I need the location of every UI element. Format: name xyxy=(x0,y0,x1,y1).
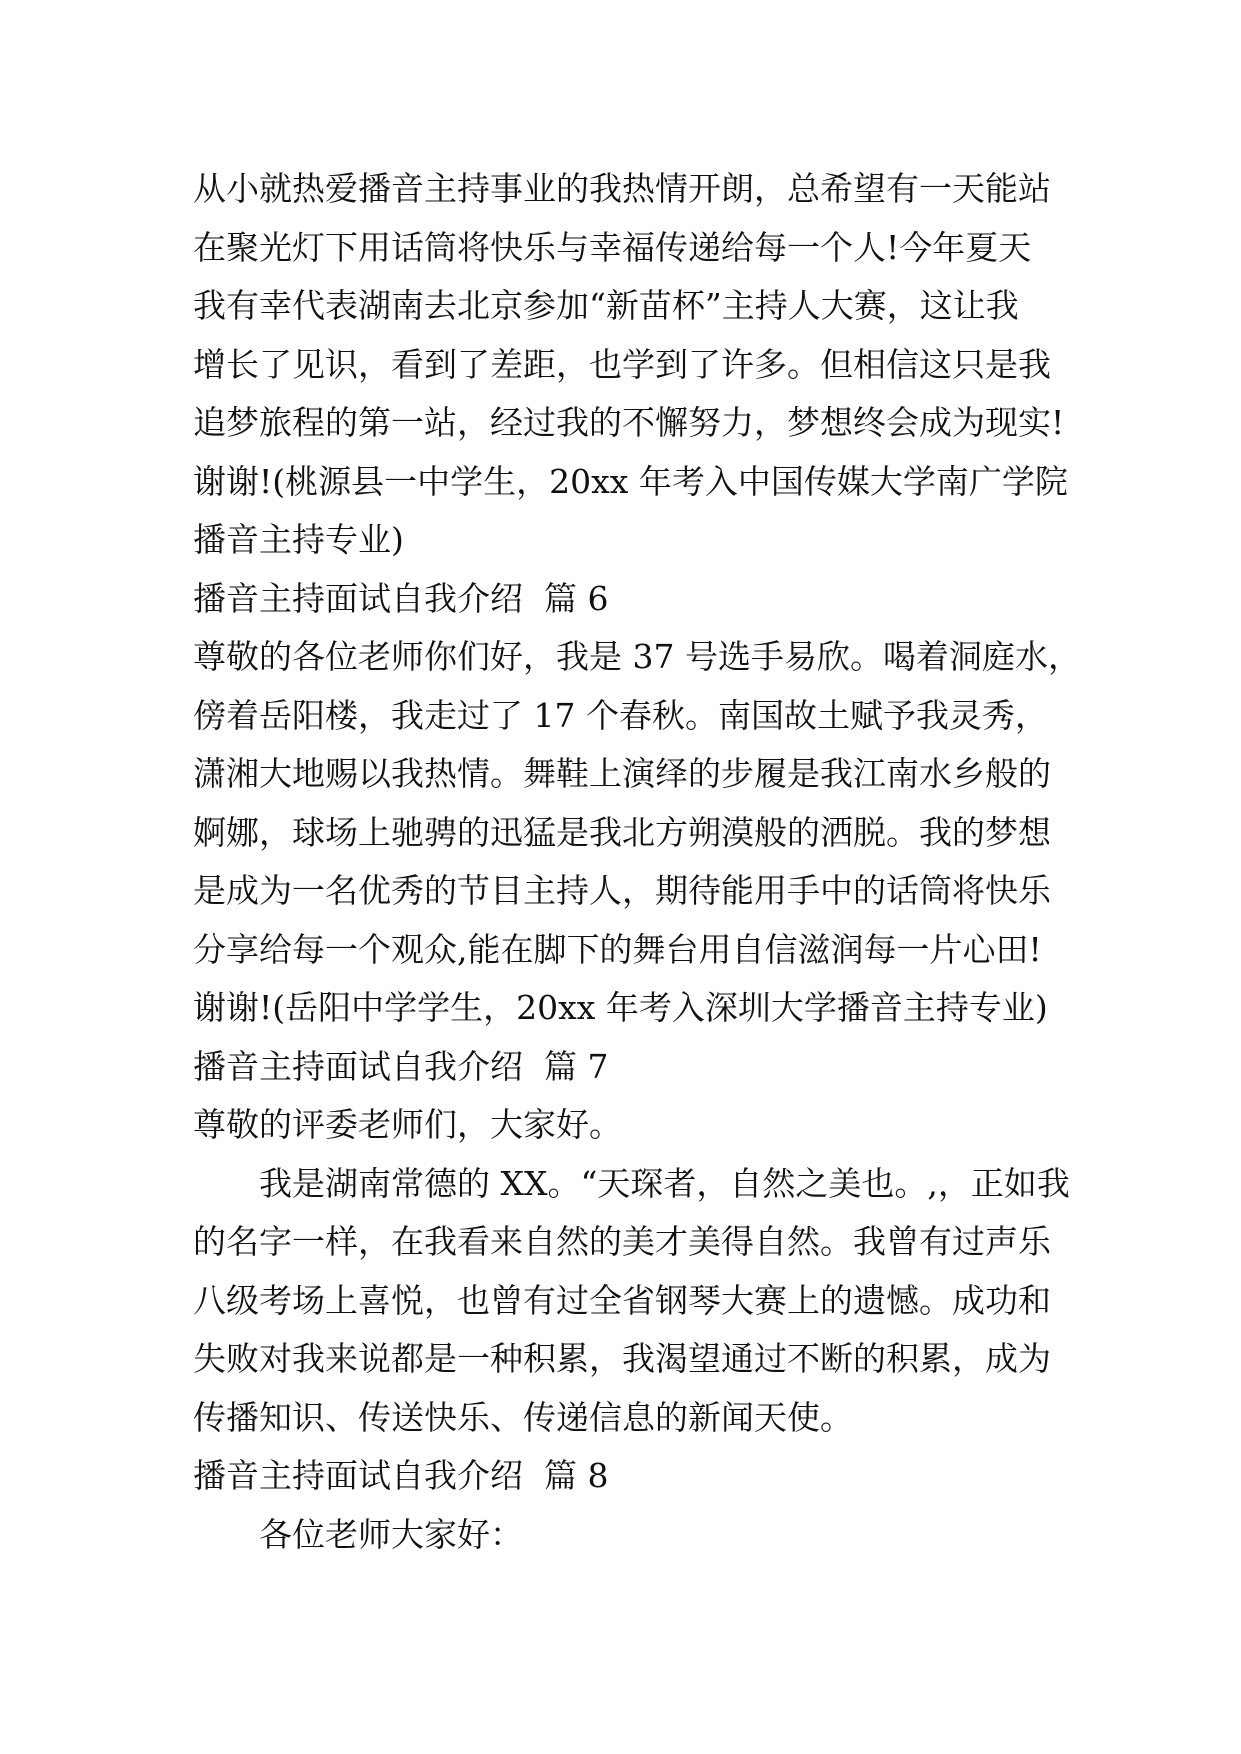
text-line: 我有幸代表湖南去北京参加“新苗杯”主持人大赛，这让我 xyxy=(193,286,1019,325)
section-part-8 xyxy=(193,1447,1153,1564)
text-line: 谢谢!(岳阳中学学生，20xx 年考入深圳大学播音主持专业) xyxy=(193,988,1048,1027)
greeting-line: 各位老师大家好： xyxy=(259,1514,523,1554)
section-part-6 xyxy=(193,570,1153,1038)
text-line: 分享给每一个观众,能在脚下的舞台用自信滋润每一片心田! xyxy=(193,929,1042,969)
section-heading: 播音主持面试自我介绍 篇 6 xyxy=(193,578,609,618)
text-line: 是成为一名优秀的节目主持人，期待能用手中的话筒将快乐 xyxy=(193,871,1051,910)
text-line: 婀娜，球场上驰骋的迅猛是我北方朔漠般的洒脱。我的梦想 xyxy=(193,812,1051,852)
text-line: 失败对我来说都是一种积累，我渴望通过不断的积累，成为 xyxy=(193,1339,1051,1378)
text-line: 播音主持专业) xyxy=(193,520,404,559)
text-line: 从小就热爱播音主持事业的我热情开朗，总希望有一天能站 xyxy=(193,169,1051,208)
section-part-7 xyxy=(193,1038,1153,1448)
text-line: 潇湘大地赐以我热情。舞鞋上演绎的步履是我江南水乡般的 xyxy=(193,754,1051,793)
text-line: 傍着岳阳楼，我走过了 17 个春秋。南国故土赋予我灵秀， xyxy=(193,695,1048,735)
text-line: 尊敬的各位老师你们好，我是 37 号选手易欣。喝着洞庭水， xyxy=(193,637,1081,676)
text-line: 八级考场上喜悦，也曾有过全省钢琴大赛上的遗憾。成功和 xyxy=(193,1280,1051,1320)
document-page xyxy=(193,160,1153,1564)
continued-paragraph xyxy=(193,160,1153,570)
text-line: 在聚光灯下用话筒将快乐与幸福传递给每一个人!今年夏天 xyxy=(193,227,1032,267)
text-line: 追梦旅程的第一站，经过我的不懈努力，梦想终会成为现实! xyxy=(193,403,1065,442)
text-line: 谢谢!(桃源县一中学生，20xx 年考入中国传媒大学南广学院 xyxy=(193,461,1068,501)
text-line: 我是湖南常德的 XX。“天琛者，自然之美也。,，正如我 xyxy=(259,1163,1070,1203)
section-heading: 播音主持面试自我介绍 篇 7 xyxy=(193,1046,609,1086)
greeting-line: 尊敬的评委老师们，大家好。 xyxy=(193,1105,622,1144)
text-line: 传播知识、传送快乐、传递信息的新闻天使。 xyxy=(193,1397,853,1437)
text-line: 的名字一样，在我看来自然的美才美得自然。我曾有过声乐 xyxy=(193,1222,1051,1261)
section-heading: 播音主持面试自我介绍 篇 8 xyxy=(193,1456,609,1495)
text-line: 增长了见识，看到了差距，也学到了许多。但相信这只是我 xyxy=(193,344,1051,384)
